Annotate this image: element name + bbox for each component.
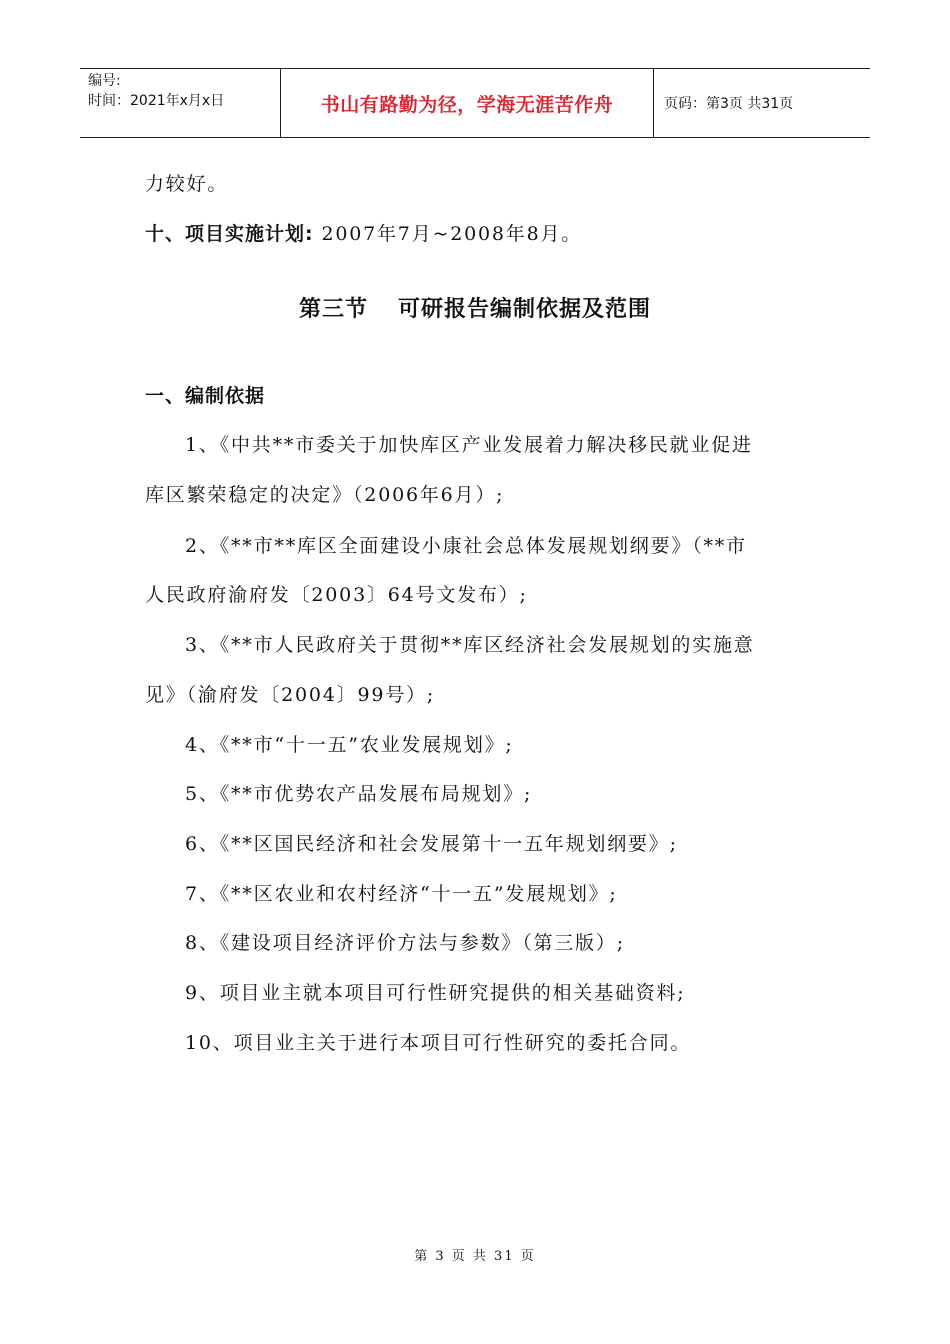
plan-paragraph	[145, 222, 582, 246]
list-item-5: 5、《**市优势农产品发展布局规划》;	[185, 783, 533, 805]
list-item-10: 10、项目业主关于进行本项目可行性研究的委托合同。	[185, 1032, 692, 1054]
list-item-1-line2: 库区繁荣稳定的决定》（2006年6月）;	[145, 484, 505, 506]
list-item-6: 6、《**区国民经济和社会发展第十一五年规划纲要》;	[185, 833, 678, 855]
section-number: 第三节	[298, 297, 368, 322]
section-title	[0, 292, 950, 323]
section-heading: 可研报告编制依据及范围	[398, 297, 652, 322]
list-item-3-line2: 见》（渝府发〔2004〕99号）;	[145, 684, 436, 706]
list-item-2-line2: 人民政府渝府发〔2003〕64号文发布）;	[145, 584, 528, 606]
header-meta	[80, 69, 280, 137]
list-item-2-line1: 2、《**市**库区全面建设小康社会总体发展规划纲要》（**市	[185, 535, 747, 557]
page-footer: 第 3 页 共 31 页	[414, 1249, 536, 1264]
subsection-heading: 一、编制依据	[145, 385, 266, 407]
list-item-4: 4、《**市“十一五”农业发展规划》;	[185, 734, 514, 756]
plan-value: 2007年7月~2008年8月。	[321, 223, 583, 245]
document-time-label: 时间：2021年x月x日	[88, 93, 225, 109]
header-motto-cell	[280, 69, 654, 137]
list-item-9: 9、项目业主就本项目可行性研究提供的相关基础资料;	[185, 982, 686, 1004]
document-code-label: 编号:	[88, 73, 121, 89]
continuation-text: 力较好。	[145, 173, 229, 195]
list-item-8: 8、《建设项目经济评价方法与参数》（第三版）;	[185, 932, 625, 954]
header-page-cell	[654, 69, 870, 137]
header-motto: 书山有路勤为径，学海无涯苦作舟	[320, 93, 614, 116]
list-item-3-line1: 3、《**市人民政府关于贯彻**库区经济社会发展规划的实施意	[185, 634, 755, 656]
list-item-7: 7、《**区农业和农村经济“十一五”发展规划》;	[185, 883, 618, 905]
plan-label: 十、项目实施计划:	[145, 223, 314, 245]
list-item-1-line1: 1、《中共**市委关于加快库区产业发展着力解决移民就业促进	[185, 434, 753, 456]
page-header	[80, 68, 870, 138]
header-page-label: 页码：第3页 共31页	[664, 96, 794, 112]
